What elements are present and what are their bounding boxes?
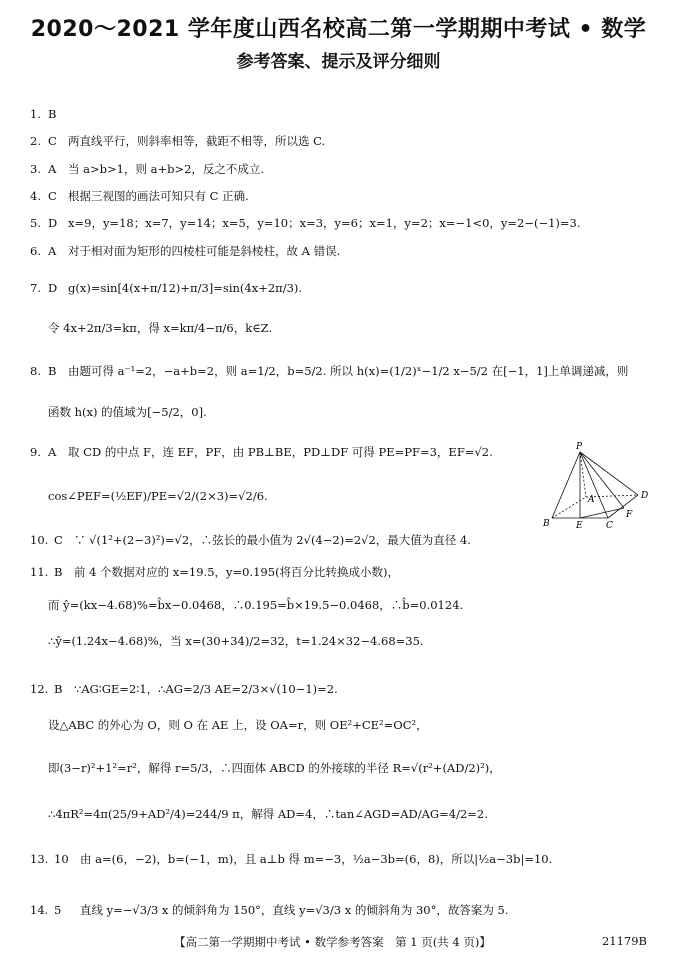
item-text: ∴4πR²=4π(25/9+AD²/4)=244/9 π，解得 AD=4，∴tan∠AGD=AD/AG=4/2=2. [48, 807, 488, 821]
answer-item-10 [30, 533, 655, 547]
answer-item-14 [30, 903, 655, 917]
item-text: 而 ŷ=(kx−4.68)%=b̂x−0.0468，∴0.195=b̂×19.5−0.0468，∴b̂=0.0124. [48, 598, 464, 612]
answer-item-3 [30, 162, 655, 176]
answer-item-7-cont [48, 321, 655, 335]
page-title: 2020～2021 学年度山西名校高二第一学期期中考试 • 数学 [30, 17, 647, 42]
item-answer: B [48, 364, 57, 378]
item-number: 14. [30, 903, 49, 917]
label-b: B [543, 519, 550, 529]
item-number: 1. [30, 107, 41, 121]
item-answer: D [48, 216, 58, 230]
item-number: 12. [30, 682, 49, 696]
item-answer: A [48, 445, 57, 459]
item-answer: A [48, 244, 57, 258]
label-a: A [588, 495, 595, 505]
item-number: 13. [30, 852, 49, 866]
item-answer: C [48, 189, 57, 203]
item-number: 11. [30, 565, 49, 579]
item-number: 9. [30, 445, 41, 459]
item-answer: D [48, 281, 58, 295]
item-text: ∴ŷ=(1.24x−4.68)%，当 x=(30+34)/2=32，t=1.24×32−4.68=35. [48, 634, 424, 648]
answer-item-8 [30, 364, 655, 378]
item-text: 令 4x+2π/3=kπ，得 x=kπ/4−π/6，k∈Z. [48, 321, 273, 335]
item-number: 5. [30, 216, 41, 230]
answer-item-11-cont [48, 598, 655, 612]
item-number: 2. [30, 134, 41, 148]
answer-item-11 [30, 565, 655, 579]
item-text: 当 a>b>1，则 a+b>2，反之不成立. [68, 162, 265, 176]
item-text: 前 4 个数据对应的 x=19.5，y=0.195(将百分比转换成小数)， [74, 565, 400, 579]
item-text: cos∠PEF=(½EF)/PE=√2/(2×3)=√2/6. [48, 489, 268, 503]
item-answer: B [54, 565, 63, 579]
pyramid-diagram [540, 440, 660, 530]
footer-text: 【高二第一学期期中考试 • 数学参考答案 第 1 页(共 4 页)】 [174, 935, 491, 949]
item-text: 取 CD 的中点 F，连 EF，PF，由 PB⊥BE，PD⊥DF 可得 PE=PF=3，EF=√2. [68, 445, 493, 459]
item-text: 由题可得 a⁻¹=2，−a+b=2，则 a=1/2，b=5/2. 所以 h(x)=(1/2)ˣ−1/2 x−5/2 在[−1，1]上单调递减，则 [68, 364, 629, 378]
item-text: ∵AG∶GE=2∶1，∴AG=2/3 AE=2/3×√(10−1)=2. [74, 682, 338, 696]
label-d: D [641, 491, 649, 501]
item-number: 6. [30, 244, 41, 258]
item-answer: C [48, 134, 57, 148]
item-number: 10. [30, 533, 49, 547]
item-answer: 5 [54, 903, 62, 917]
answer-item-12 [30, 682, 655, 696]
item-text: 即(3−r)²+1²=r²，解得 r=5/3，∴四面体 ABCD 的外接球的半径 R=√(r²+(AD/2)²)， [48, 761, 501, 775]
item-number: 4. [30, 189, 41, 203]
label-e: E [576, 521, 583, 530]
item-answer: C [54, 533, 63, 547]
item-text: 设△ABC 的外心为 O，则 O 在 AE 上，设 OA=r，则 OE²+CE²=OC²， [48, 718, 428, 732]
answer-item-1 [30, 107, 655, 121]
item-text: 由 a=(6，−2)，b=(−1，m)，且 a⊥b 得 m=−3，½a−3b=(6，8)，所以|½a−3b|=10. [80, 852, 553, 866]
item-answer: B [54, 682, 63, 696]
answer-item-7 [30, 281, 655, 295]
item-text: 函数 h(x) 的值域为[−5/2，0]. [48, 405, 207, 419]
item-text: ∵ √(1²+(2−3)²)=√2，∴弦长的最小值为 2√(4−2)=2√2，最大值为直径 4. [74, 533, 471, 547]
answer-item-12-cont2 [48, 761, 655, 775]
answer-item-5 [30, 216, 655, 230]
answer-item-4 [30, 189, 655, 203]
pyramid-figure [540, 440, 660, 530]
label-p: P [576, 442, 583, 452]
answer-item-13 [30, 852, 655, 866]
answer-item-6 [30, 244, 655, 258]
item-answer: A [48, 162, 57, 176]
item-number: 8. [30, 364, 41, 378]
label-f: F [626, 510, 633, 520]
answer-item-8-cont [48, 405, 655, 419]
item-text: 直线 y=−√3/3 x 的倾斜角为 150°，直线 y=√3/3 x 的倾斜角为 30°，故答案为 5. [80, 903, 509, 917]
answer-item-12-cont [48, 718, 655, 732]
answer-item-12-cont3 [48, 807, 655, 821]
item-answer: 10 [54, 852, 69, 866]
label-c: C [606, 521, 613, 530]
item-answer: B [48, 107, 57, 121]
answer-item-11-cont2 [48, 634, 655, 648]
item-text: 两直线平行，则斜率相等，截距不相等，所以选 C. [68, 134, 326, 148]
item-text: 根据三视图的画法可知只有 C 正确. [68, 189, 249, 203]
footer-code: 21179B [601, 934, 647, 948]
item-text: g(x)=sin[4(x+π/12)+π/3]=sin(4x+2π/3). [68, 281, 303, 295]
item-text: 对于相对面为矩形的四棱柱可能是斜棱柱，故 A 错误. [68, 244, 341, 258]
page-subtitle: 参考答案、提示及评分细则 [236, 52, 441, 72]
answer-item-2 [30, 134, 655, 148]
item-text: x=9，y=18；x=7，y=14；x=5，y=10；x=3，y=6；x=1，y=2；x=−1<0，y=2−(−1)=3. [68, 216, 581, 230]
item-number: 7. [30, 281, 41, 295]
item-number: 3. [30, 162, 41, 176]
